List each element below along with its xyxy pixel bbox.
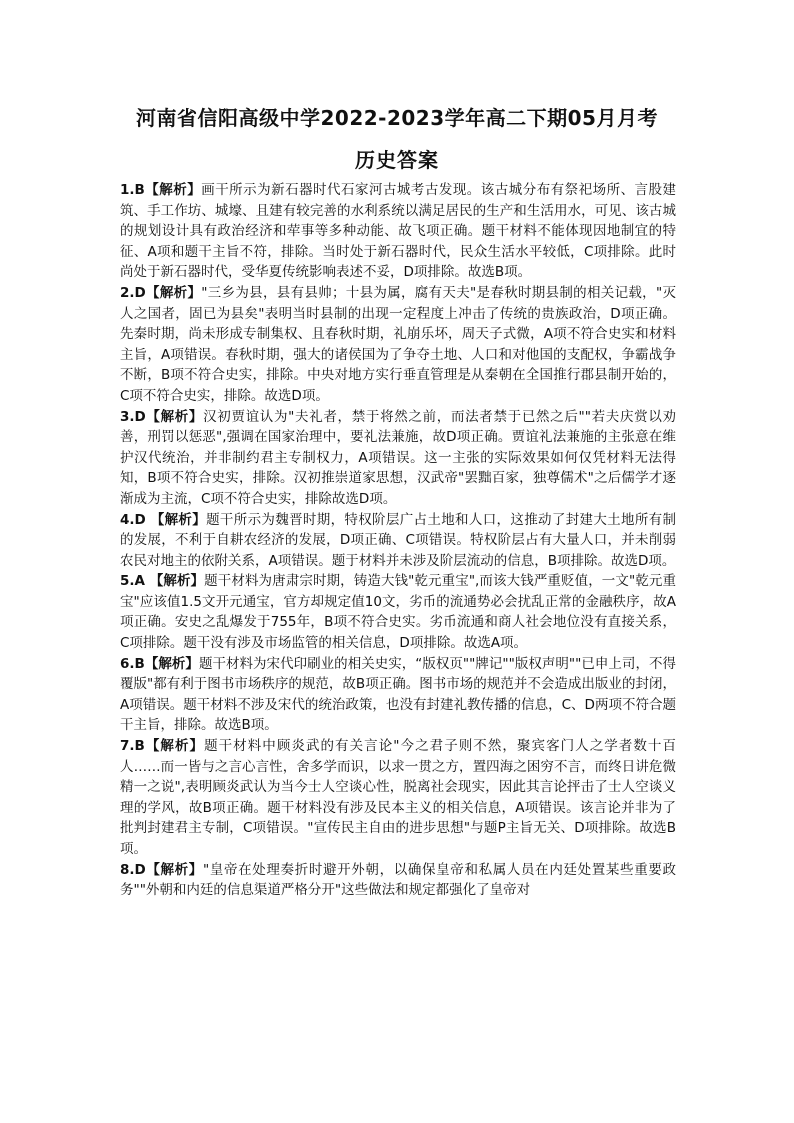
answer-label: 6.B【解析】 (120, 655, 199, 672)
answer-label: 4.D 【解析】 (120, 511, 207, 528)
answer-text: 题干所示为魏晋时期，特权阶层广占土地和人口，这推动了封建大土地所有制的发展，不利于自耕农经济的发展，D项正确、C项错误。特权阶层占有大量人口，并未削弱农民对地主的依附关系，A项错误。题于材料并未涉及阶层流动的信息，B项排除。故选D项。 (120, 511, 677, 569)
answer-text: "三乡为县，县有县帅；十县为属，腐有天夫"是春秋时期县制的相关记载，"灭人之国者，固已为县矣"表明当时县制的出现一定程度上冲击了传统的贵族政治，D项正确。先秦时期，尚未形成专制集权、且春秋时期，礼崩乐坏，周天子式微，A项不符合史实和材料主旨，A项错误。春秋时期，强大的诸侯国为了争夺土地、人口和对他国的支配权，争霸战争不断，B项不符合史实，排除。中央对地方实行垂直管理是从秦朝在全国推行郡县制开始的，C项不符合史实，排除。故选D项。 (120, 284, 676, 404)
document-subtitle: 历史答案 (355, 148, 439, 172)
answer-label: 5.A 【解析】 (120, 573, 205, 590)
answer-item (120, 510, 676, 572)
answer-label: 2.D【解析】 (120, 284, 202, 301)
answer-item (120, 654, 676, 736)
answer-label: 7.B【解析】 (120, 738, 205, 755)
answer-label: 3.D【解析】 (120, 408, 204, 425)
answer-text: 画干所示为新石器时代石家河古城考古发现。该古城分布有祭祀场所、言股建筑、手工作坊、城壕、且建有较完善的水利系统以满足居民的生产和生活用水，可见、该古城的规划设计具有政治经济和荦事等多种动能、故飞项正确。题干材料不能体现因地制宜的特征、A项和题干主旨不符，排除。当时处于新石器时代，民众生活水平较低，C项排除。此时尚处于新石器时代，受华夏传统影响表述不妥，D项排除。故选B项。 (120, 182, 677, 281)
answer-item (120, 180, 676, 283)
answer-item (120, 283, 676, 407)
answer-text: 题干材料为宋代印刷业的相关史实，“版权页""牌记""版权声明""已申上司，不得覆版"都有利于图书市场秩序的规范，故B项正确。图书市场的规范并不会造成出版业的封闭，A项错误。题干材料不涉及宋代的统治政策，也没有封建礼教传播的信息，C、D两项不符合题干主旨，排除。故选B项。 (120, 655, 677, 734)
answer-label: 8.D【解析】 (120, 861, 203, 878)
answer-text: "皇帝在处理奏折时避开外朝，以确保皇帝和私属人员在内廷处置某些重要政务""外朝和内廷的信息渠道严格分开"这些做法和规定都强化了皇帝对 (120, 861, 676, 899)
answer-item (120, 736, 676, 860)
answer-text: 题干材料为唐肃宗时期，铸造大钱"乾元重宝",而该大钱严重贬值，一文"乾元重宝"应该值1.5文开元通宝，官方却规定值10文，劣币的流通势必会扰乱正常的金融秩序，故A项正确。安史之乱爆发于755年，B项不符合史实。劣币流通和商人社会地位没有直接关系，C项排除。题干没有涉及市场监管的相关信息，D项排除。故选A项。 (120, 573, 677, 652)
answer-item (120, 860, 676, 901)
answer-item (120, 407, 676, 510)
document-title: 河南省信阳高级中学2022-2023学年高二下期05月月考 (136, 106, 658, 130)
answer-text: 题干材料中顾炎武的有关言论"今之君子则不然，聚宾客门人之学者数十百人……而一皆与之言心言性，舍多学而识，以求一贯之方，置四海之困穷不言，而终日讲危微精一之说",表明顾炎武认为当今士人空谈心性，脱离社会现实，因此其言论抨击了士人空谈义理的学风，故B项正确。题干材料没有涉及民本主义的相关信息，A项错误。该言论并非为了批判封建君主专制，C项错误。"宣传民主自由的进步思想"与题P主旨无关、D项排除。故选B项。 (120, 738, 676, 857)
answer-text: 汉初贾谊认为"夫礼者，禁于将然之前，而法者禁于已然之后""若夫庆赏以劝善，刑罚以惩恶",强调在国家治理中，要礼法兼施，故D项正确。贾谊礼法兼施的主张意在维护汉代统治，并非制约君主专制权力，A项错误。这一主张的实际效果如何仅凭材料无法得知，B项不符合史实，排除。汉初推崇道家思想，汉武帝"罢黜百家，独尊儒术"之后儒学才逐渐成为主流，C项不符合史实，排除故选D项。 (120, 408, 676, 507)
answer-item (120, 571, 676, 653)
answer-label: 1.B【解析】 (120, 182, 202, 198)
answer-list (120, 180, 676, 901)
